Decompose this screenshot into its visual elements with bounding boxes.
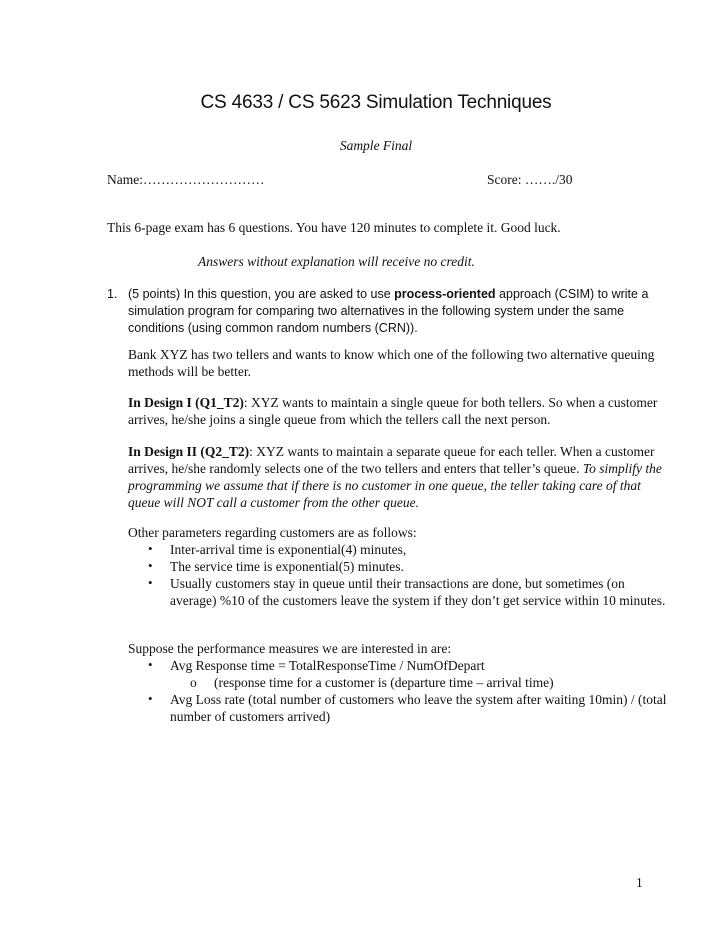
sub-bullet-icon: o: [190, 675, 197, 690]
design2-label-c: ): [244, 444, 250, 459]
design2-label-b: Q2_T2: [204, 444, 245, 459]
design1-text: : XYZ wants to maintain a single queue for both tellers. So when a customer arrives, he/she joins a single queue from which the tellers call the next person.: [128, 395, 658, 427]
design2-italic: To simplify the programming we assume that if there is no customer in one queue, the teller taking care of that queue will NOT call a customer from the other queue.: [128, 461, 662, 510]
question-prompt: [128, 286, 673, 337]
question-number: 1.: [107, 287, 118, 301]
intro-text: This 6-page exam has 6 questions. You have 120 minutes to complete it. Good luck.: [107, 220, 561, 235]
bullet-icon: •: [148, 691, 153, 706]
param-item: Inter-arrival time is exponential(4) minutes,: [170, 542, 407, 557]
measures-intro: Suppose the performance measures we are interested in are:: [128, 641, 452, 656]
design1-label: In Design I (Q1_T2): [128, 395, 244, 410]
bank-paragraph: Bank XYZ has two tellers and wants to know which one of the following two alternative queuing methods will be better.: [128, 347, 655, 379]
measure-item: Avg Response time = TotalResponseTime / NumOfDepart: [170, 658, 485, 673]
exam-title: CS 4633 / CS 5623 Simulation Techniques: [200, 92, 552, 113]
page-number: 1: [636, 875, 643, 890]
design1-paragraph: [128, 394, 668, 428]
prompt-part-a: (5 points) In this question, you are asked to use: [128, 287, 395, 301]
warning-text: Answers without explanation will receive no credit.: [198, 254, 475, 269]
param-item: Usually customers stay in queue until their transactions are done, but sometimes (on average) %10 of the customers leave the system if they don’t get service within 10 minutes.: [170, 576, 666, 608]
score-field-label: Score: ……./30: [487, 172, 573, 187]
prompt-part-b: approach (CSIM) to write a simulation program for comparing two alternatives in the following system under the same conditions (using common random numbers (CRN)).: [128, 287, 649, 335]
bullet-icon: •: [148, 657, 153, 672]
prompt-bold: process-oriented: [394, 287, 496, 301]
bullet-icon: •: [148, 541, 153, 556]
measure-item: Avg Loss rate (total number of customers who leave the system after waiting 10min) / (total number of customers arrived): [170, 692, 667, 724]
design2-text: : XYZ wants to maintain a separate queue for each teller. When a customer arrives, he/she randomly selects one of the two tellers and enters that teller’s queue.: [128, 444, 655, 476]
exam-subtitle: Sample Final: [339, 138, 413, 153]
params-intro: Other parameters regarding customers are as follows:: [128, 525, 417, 540]
measure-sub-item: (response time for a customer is (departure time – arrival time): [214, 675, 554, 690]
param-item: The service time is exponential(5) minutes.: [170, 559, 404, 574]
bullet-icon: •: [148, 558, 153, 573]
bullet-icon: •: [148, 575, 153, 590]
name-field-label: Name:………………………: [107, 172, 265, 187]
design2-paragraph: [128, 443, 673, 511]
design2-label-a: In Design II (: [128, 444, 205, 459]
